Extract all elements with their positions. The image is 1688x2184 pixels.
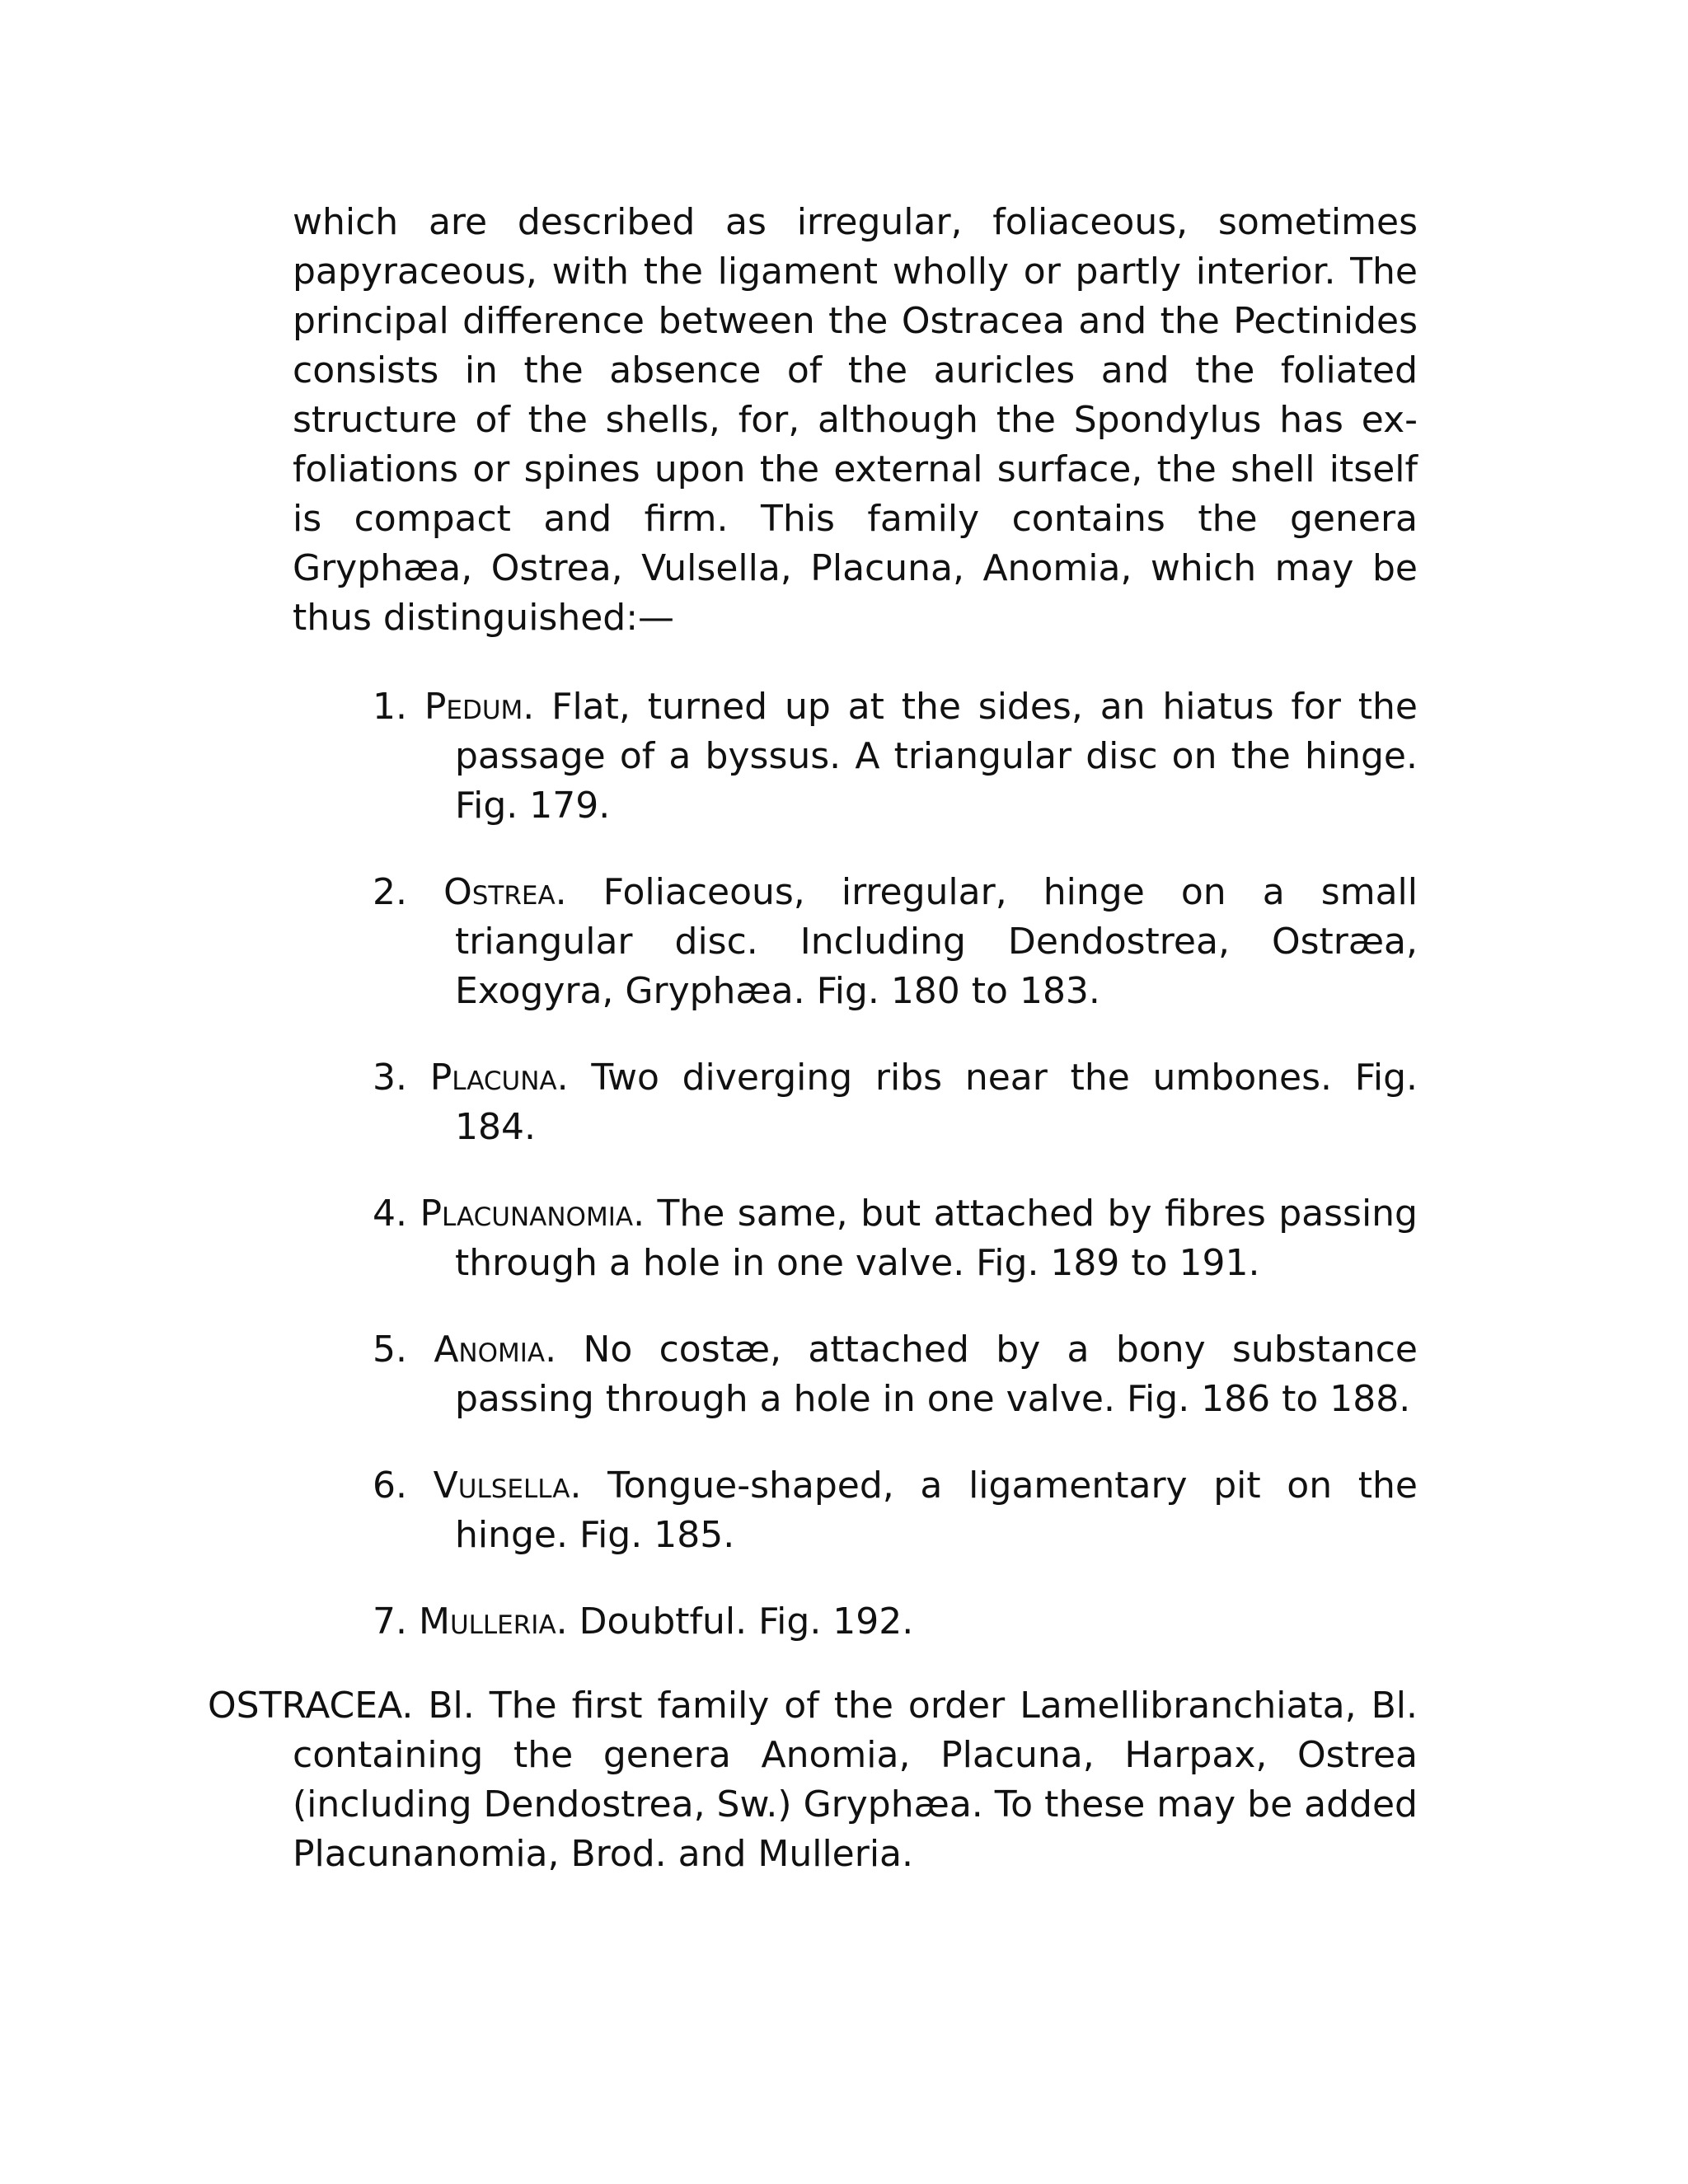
dictionary-entry [208, 1681, 1418, 1879]
entry-headword: OSTRACEA [208, 1685, 402, 1727]
genus-description: . Foliaceous, irregular, hinge on a small triangular disc. Including Dendostrea, Ostræa, Exogyra, Gryphæa. Fig. 180 to 183. [455, 871, 1418, 1012]
list-item [373, 1461, 1418, 1560]
genus-name: Ostrea [443, 871, 556, 913]
genus-description: . The same, but attached by fibres passing through a hole in one valve. Fig. 189 to 191. [455, 1193, 1418, 1284]
item-number: 1. [373, 686, 407, 728]
genus-name: Anomia [434, 1329, 546, 1371]
genus-description: . Tongue-shaped, a ligamentary pit on the hinge. Fig. 185. [455, 1465, 1418, 1556]
item-number: 5. [373, 1329, 407, 1371]
genus-name: Pedum [424, 686, 523, 728]
item-number: 4. [373, 1193, 407, 1235]
genus-name: Placunanomia [420, 1193, 634, 1235]
genus-name: Placuna [429, 1057, 557, 1099]
list-item [373, 1325, 1418, 1424]
list-item [373, 1189, 1418, 1288]
genus-description: . Doubtful. Fig. 192. [556, 1601, 914, 1643]
genus-description: . Flat, turned up at the sides, an hiatus for the passage of a byssus. A triangular disc on the hinge. Fig. 179. [455, 686, 1418, 827]
list-item [373, 1053, 1418, 1152]
genus-name: Mulleria [418, 1601, 556, 1643]
list-item [373, 682, 1418, 831]
list-item [373, 1597, 1418, 1647]
item-number: 2. [373, 871, 407, 913]
list-item [373, 868, 1418, 1016]
genera-list [373, 682, 1418, 1684]
genus-description: . No costæ, attached by a bony substance passing through a hole in one valve. Fig. 186 to 188. [455, 1329, 1418, 1420]
item-number: 6. [373, 1465, 407, 1507]
entry-text: . Bl. The first family of the order Lamellibranchiata, Bl. containing the genera Anomia, Placuna, Harpax, Ostrea (including Dendostrea, Sw.) Gryphæa. To these may be added Placunanomia, Brod. and Mulleria. [293, 1685, 1418, 1875]
item-number: 3. [373, 1057, 407, 1099]
item-number: 7. [373, 1601, 407, 1643]
intro-paragraph: which are described as irregular, foliaceous, sometimes papyraceous, with the ligament wholly or partly interior. The principal difference between the Ostracea and the Pectinides consists in the absence of the auricles and the foliated structure of the shells, for, although the Spondylus has ex-foliations or spines upon the external surface, the shell itself is compact and firm. This family contains the genera Gryphæa, Ostrea, Vulsella, Placuna, Anomia, which may be thus distinguished:— [293, 201, 1418, 639]
genus-description: . Two diverging ribs near the umbones. Fig. 184. [455, 1057, 1418, 1148]
genus-name: Vulsella [433, 1465, 570, 1507]
